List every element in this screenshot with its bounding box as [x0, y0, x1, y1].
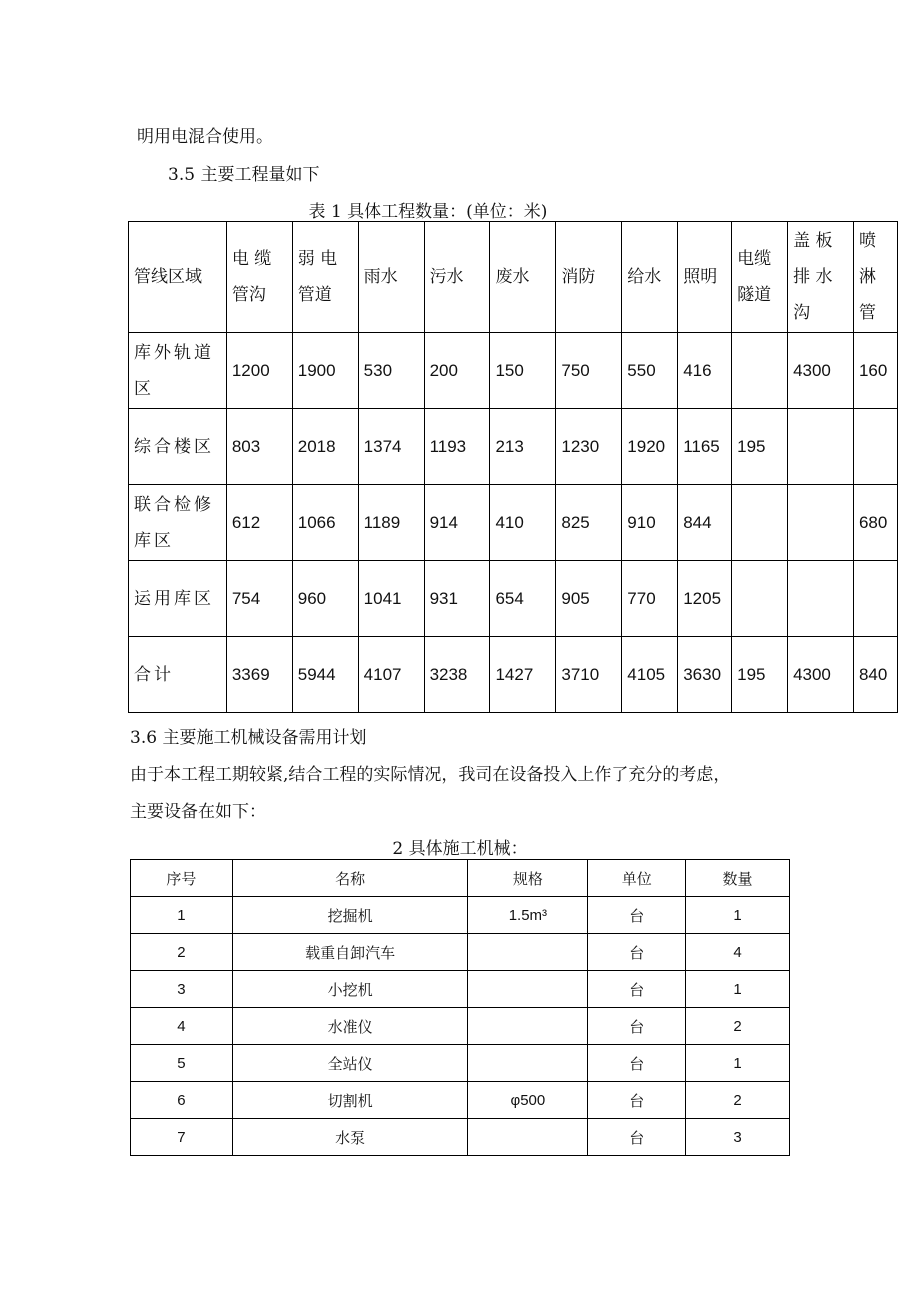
table2-cell: 切割机	[232, 1082, 468, 1119]
table2-cell: 5	[131, 1045, 233, 1082]
table1-cell	[788, 561, 854, 637]
table1-row-label: 运用库区	[129, 561, 227, 637]
table1-cell: 200	[424, 333, 490, 409]
table1-cell: 840	[853, 637, 897, 713]
table1-header-cell: 给水	[622, 222, 678, 333]
table2-header-cell: 名称	[232, 860, 468, 897]
table2-cell: 1	[686, 1045, 790, 1082]
section-3-6-heading: 3.6 主要施工机械设备需用计划	[130, 728, 367, 748]
table2-row	[131, 897, 790, 934]
table2-cell: 台	[588, 897, 686, 934]
table1-cell	[853, 561, 897, 637]
table2-cell: 挖掘机	[232, 897, 468, 934]
table1-cell: 1165	[678, 409, 732, 485]
table2-cell: φ500	[468, 1082, 588, 1119]
table1-cell: 195	[732, 409, 788, 485]
table1-row-label: 合计	[129, 637, 227, 713]
table1-row-label: 综合楼区	[129, 409, 227, 485]
table2-cell	[468, 971, 588, 1008]
paragraph-line-1: 由于本工程工期较紧,结合工程的实际情况，我司在设备投入上作了充分的考虑，	[130, 765, 731, 785]
table2-caption: 2 具体施工机械：	[392, 839, 528, 859]
table1-cell: 960	[292, 561, 358, 637]
table2-row	[131, 1045, 790, 1082]
table2-cell: 台	[588, 1082, 686, 1119]
table1-cell: 4107	[358, 637, 424, 713]
table2-cell: 2	[131, 934, 233, 971]
paragraph-line-2: 主要设备在如下：	[130, 802, 266, 822]
table1-cell: 754	[226, 561, 292, 637]
table1-cell	[732, 561, 788, 637]
table2-header-cell: 单位	[588, 860, 686, 897]
table2-row	[131, 971, 790, 1008]
table1-cell: 416	[678, 333, 732, 409]
table1-cell: 550	[622, 333, 678, 409]
table1-cell: 195	[732, 637, 788, 713]
table1-header-cell: 电 缆 管沟	[226, 222, 292, 333]
table1-caption: 表 1 具体工程数量：(单位：米)	[308, 202, 548, 222]
table2-cell	[468, 1045, 588, 1082]
table1-header-cell: 管线区域	[129, 222, 227, 333]
table1-cell: 803	[226, 409, 292, 485]
table1-row	[129, 561, 898, 637]
table2-cell: 1.5m³	[468, 897, 588, 934]
table2-cell: 台	[588, 1119, 686, 1156]
table1-cell: 914	[424, 485, 490, 561]
section-3-5-heading: 3.5 主要工程量如下	[168, 165, 320, 185]
table1-cell: 3238	[424, 637, 490, 713]
table1-row-label: 联合检修库区	[129, 485, 227, 561]
table2-cell: 2	[686, 1082, 790, 1119]
table1-cell	[788, 409, 854, 485]
table1-cell: 680	[853, 485, 897, 561]
table1-cell: 1200	[226, 333, 292, 409]
table1-cell: 150	[490, 333, 556, 409]
table2-cell: 水准仪	[232, 1008, 468, 1045]
table1-cell: 530	[358, 333, 424, 409]
table1-cell: 410	[490, 485, 556, 561]
table2-header-row	[131, 860, 790, 897]
table2-cell: 载重自卸汽车	[232, 934, 468, 971]
table1-header-cell: 喷 淋 管	[853, 222, 897, 333]
table1-cell: 612	[226, 485, 292, 561]
table1-cell: 1230	[556, 409, 622, 485]
table2-row	[131, 1082, 790, 1119]
table1-header-cell: 雨水	[358, 222, 424, 333]
table2-cell: 7	[131, 1119, 233, 1156]
table1-cell: 3710	[556, 637, 622, 713]
table1-cell: 1066	[292, 485, 358, 561]
table2-cell: 3	[131, 971, 233, 1008]
table2-cell: 6	[131, 1082, 233, 1119]
table1-cell: 1205	[678, 561, 732, 637]
table1-cell: 3630	[678, 637, 732, 713]
table1-cell: 5944	[292, 637, 358, 713]
table1-cell: 1193	[424, 409, 490, 485]
table1-cell: 213	[490, 409, 556, 485]
table1-cell: 905	[556, 561, 622, 637]
table2-cell: 1	[131, 897, 233, 934]
table1-row-label: 库外轨道区	[129, 333, 227, 409]
engineering-quantity-table	[128, 221, 898, 713]
table1-row	[129, 409, 898, 485]
table1-row	[129, 333, 898, 409]
table2-header-cell: 规格	[468, 860, 588, 897]
table2-row	[131, 1119, 790, 1156]
table1-header-cell: 照明	[678, 222, 732, 333]
table1-row	[129, 637, 898, 713]
table1-header-cell: 盖 板 排 水 沟	[788, 222, 854, 333]
table1-header-cell: 弱 电 管道	[292, 222, 358, 333]
table2-cell	[468, 1119, 588, 1156]
table1-header-cell: 污水	[424, 222, 490, 333]
table2-cell: 1	[686, 971, 790, 1008]
table1-cell: 844	[678, 485, 732, 561]
table2-row	[131, 1008, 790, 1045]
table1-cell	[732, 333, 788, 409]
table2-cell: 1	[686, 897, 790, 934]
table1-cell: 1427	[490, 637, 556, 713]
table2-cell: 台	[588, 934, 686, 971]
table1-cell	[732, 485, 788, 561]
table2-cell	[468, 1008, 588, 1045]
table1-header-cell: 消防	[556, 222, 622, 333]
table1-cell: 4300	[788, 333, 854, 409]
table1-header-cell: 电缆 隧道	[732, 222, 788, 333]
table1-header-row	[129, 222, 898, 333]
table1-cell	[853, 409, 897, 485]
table1-cell: 160	[853, 333, 897, 409]
table2-row	[131, 934, 790, 971]
table2-cell	[468, 934, 588, 971]
table2-cell: 台	[588, 1008, 686, 1045]
table1-cell: 4300	[788, 637, 854, 713]
table1-cell: 1920	[622, 409, 678, 485]
table1-cell	[788, 485, 854, 561]
table2-header-cell: 序号	[131, 860, 233, 897]
table1-cell: 770	[622, 561, 678, 637]
machinery-table	[130, 859, 790, 1156]
table1-cell: 1189	[358, 485, 424, 561]
table1-cell: 4105	[622, 637, 678, 713]
table1-cell: 750	[556, 333, 622, 409]
table2-header-cell: 数量	[686, 860, 790, 897]
table1-cell: 910	[622, 485, 678, 561]
table1-cell: 3369	[226, 637, 292, 713]
table2-cell: 4	[131, 1008, 233, 1045]
table1-cell: 1900	[292, 333, 358, 409]
table2-cell: 2	[686, 1008, 790, 1045]
table1-row	[129, 485, 898, 561]
table2-cell: 水泵	[232, 1119, 468, 1156]
table1-cell: 931	[424, 561, 490, 637]
table1-cell: 2018	[292, 409, 358, 485]
table1-cell: 1041	[358, 561, 424, 637]
table2-cell: 3	[686, 1119, 790, 1156]
intro-line: 明用电混合使用。	[137, 127, 273, 147]
table1-header-cell: 废水	[490, 222, 556, 333]
table2-cell: 小挖机	[232, 971, 468, 1008]
table2-cell: 全站仪	[232, 1045, 468, 1082]
table2-cell: 4	[686, 934, 790, 971]
table1-cell: 825	[556, 485, 622, 561]
table2-cell: 台	[588, 971, 686, 1008]
table1-cell: 654	[490, 561, 556, 637]
table2-cell: 台	[588, 1045, 686, 1082]
table1-cell: 1374	[358, 409, 424, 485]
